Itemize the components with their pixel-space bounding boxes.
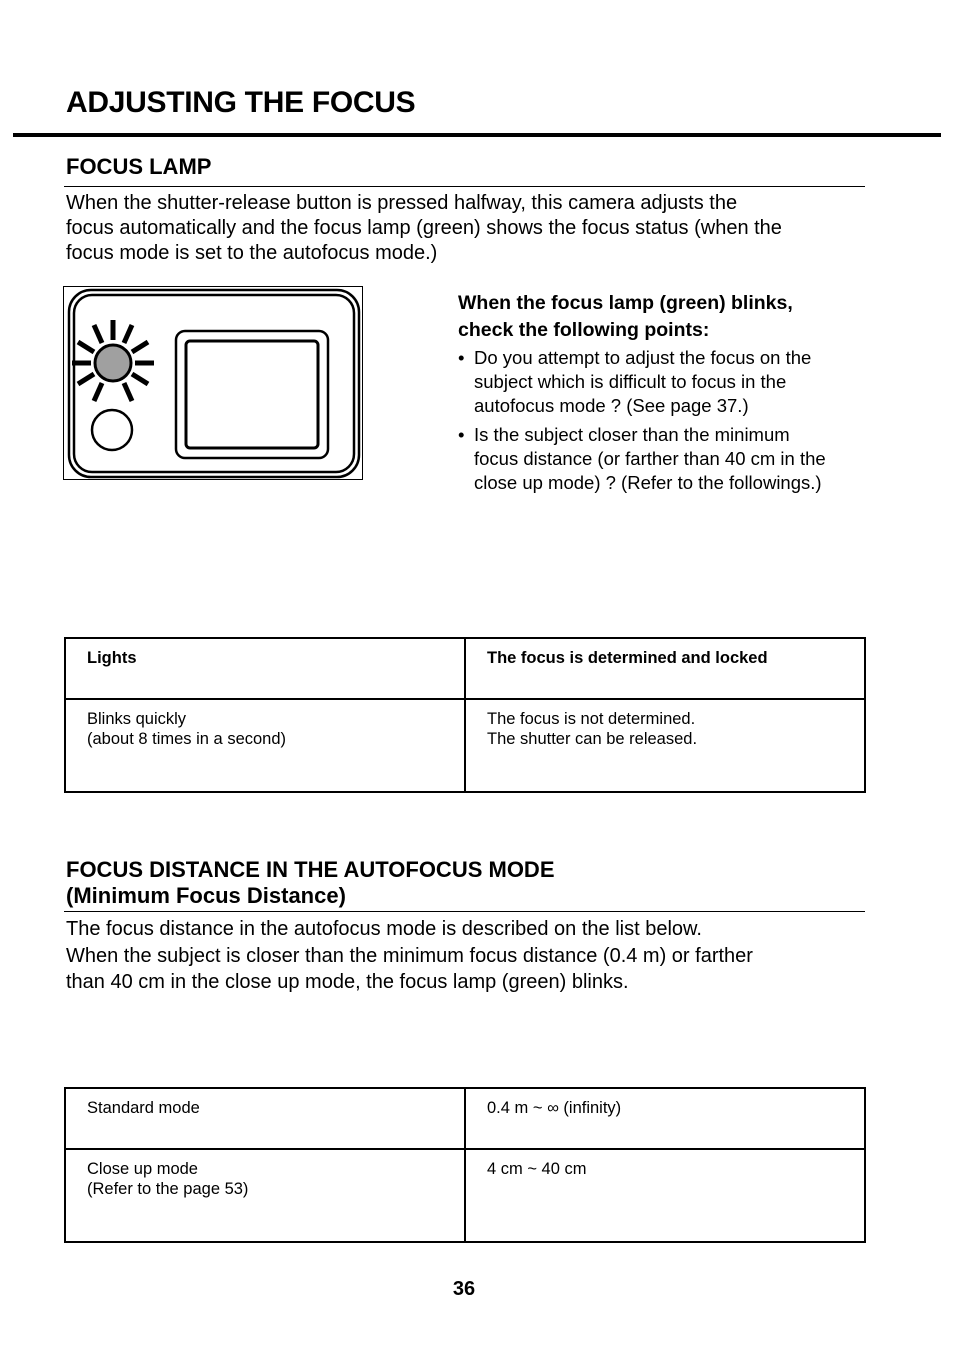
paragraph-line: than 40 cm in the close up mode, the focus lamp (green) blinks. (66, 971, 629, 993)
table-cell (65, 1149, 465, 1242)
page-number: 36 (452, 1278, 476, 1300)
table-cell (65, 1088, 465, 1149)
paragraph-line: When the shutter-release button is pressed halfway, this camera adjusts the (66, 192, 738, 214)
page-title: ADJUSTING THE FOCUS (66, 86, 416, 119)
table-row (65, 1149, 865, 1242)
camera-back-svg (64, 287, 362, 479)
focus-lamp-table (64, 637, 866, 793)
focus-distance-paragraph (66, 916, 753, 996)
list-item (458, 346, 878, 418)
table-cell (465, 638, 865, 699)
cell-line: The focus is determined and locked (487, 649, 768, 667)
heading-line: FOCUS DISTANCE IN THE AUTOFOCUS MODE (66, 857, 555, 882)
bullet-line: focus distance (or farther than 40 cm in the (474, 448, 826, 469)
cell-line: (Refer to the page 53) (87, 1180, 249, 1198)
section-divider (64, 186, 865, 187)
heading-line: check the following points: (458, 319, 710, 341)
table-cell (465, 699, 865, 792)
bullet-line: close up mode) ? (Refer to the followings.) (474, 472, 822, 493)
focus-distance-table (64, 1087, 866, 1243)
check-points-heading (458, 290, 793, 344)
section-heading-focus-distance (66, 857, 555, 909)
cell-line: 0.4 m ~ ∞ (infinity) (487, 1099, 622, 1117)
heading-line: When the focus lamp (green) blinks, (458, 292, 793, 314)
table-row (65, 638, 865, 699)
bullet-line: autofocus mode ? (See page 37.) (474, 395, 749, 416)
focus-lamp-paragraph (66, 191, 782, 266)
cell-line: Lights (87, 649, 137, 667)
cell-line: 4 cm ~ 40 cm (487, 1160, 587, 1178)
table-cell (465, 1088, 865, 1149)
bullet-line: Is the subject closer than the minimum (474, 424, 790, 445)
cell-line: Close up mode (87, 1160, 198, 1178)
cell-line: (about 8 times in a second) (87, 730, 287, 748)
bullet-line: Do you attempt to adjust the focus on the (474, 347, 812, 368)
heading-line: (Minimum Focus Distance) (66, 883, 346, 908)
section-heading-focus-lamp: FOCUS LAMP (66, 154, 212, 179)
lamp-second-icon (92, 410, 132, 450)
check-points-list (458, 346, 878, 500)
cell-line: Standard mode (87, 1099, 200, 1117)
table-row (65, 1088, 865, 1149)
cell-line: Blinks quickly (87, 710, 187, 728)
bullet-line: subject which is difficult to focus in the (474, 371, 787, 392)
title-rule (13, 133, 941, 137)
paragraph-line: When the subject is closer than the minimum focus distance (0.4 m) or farther (66, 944, 753, 967)
table-cell (465, 1149, 865, 1242)
paragraph-line: The focus distance in the autofocus mode is described on the list below. (66, 918, 702, 940)
focus-lamp-green-icon (95, 345, 131, 381)
list-item (458, 423, 878, 495)
table-row (65, 699, 865, 792)
table-cell (65, 699, 465, 792)
paragraph-line: focus mode is set to the autofocus mode.) (66, 242, 438, 264)
bullet-marker: • (458, 347, 465, 368)
cell-line: The focus is not determined. (487, 710, 696, 728)
paragraph-line: focus automatically and the focus lamp (green) shows the focus status (when the (66, 217, 782, 239)
cell-line: The shutter can be released. (487, 730, 698, 748)
camera-back-illustration (63, 286, 363, 480)
bullet-marker: • (458, 424, 465, 445)
section-divider (64, 911, 865, 912)
lcd-monitor-icon (176, 331, 328, 458)
table-cell (65, 638, 465, 699)
